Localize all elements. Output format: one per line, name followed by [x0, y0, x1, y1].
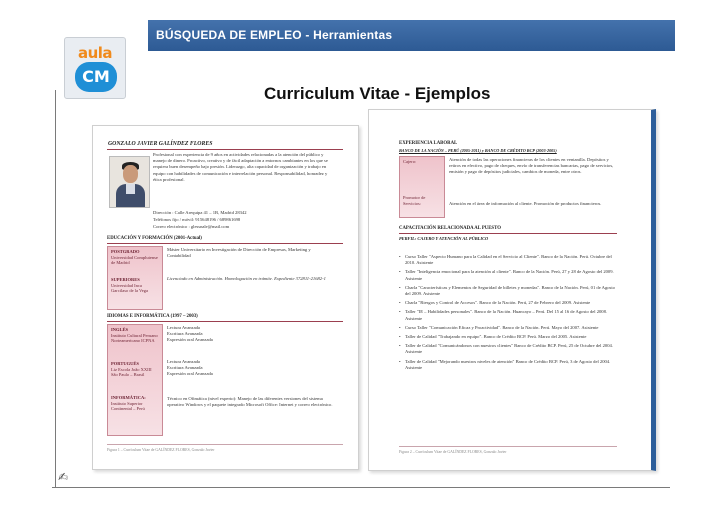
education-item-label: POSTGRADO: [111, 249, 140, 254]
left-divider-line: [55, 90, 56, 487]
section-header-title: BÚSQUEDA DE EMPLEO - Herramientas: [156, 28, 393, 42]
education-item-label: SUPERIORES: [111, 277, 140, 282]
training-course-list: [399, 254, 619, 374]
role-description: Atención de todas las operaciones financieras de los clientes en ventanilla. Depósitos y retiros en efectivo, pago de cheques, envío de transferencias bancarias, pago de servicios, emisión y pago de depósitos judiciales, cambios de moneda, entre otros.: [449, 157, 614, 175]
cv-page-1: [92, 125, 359, 470]
aula-cm-logo: [64, 37, 126, 99]
experience-heading: EXPERIENCIA LABORAL: [399, 141, 458, 146]
experience-employers: BANCO DE LA NACIÓN – PERÚ (2005-2011) y BANCO DE CRÉDITO BCP (2003-2005): [399, 148, 557, 153]
list-item: • Charla "Riesgos y Control de Accesos". Banco de la Nación. Perú, 27 de Febrero del 2009. Asistente: [399, 300, 619, 306]
language-item-label: INGLÉS: [111, 327, 129, 332]
section-header-bar: [148, 20, 675, 51]
languages-rule: [107, 321, 343, 322]
list-item: • Taller de Calidad "Comunicándonos con nuestros clientes" Banco de Crédito BCP. Perú, 25 de Octubre del 2004. Asistente: [399, 343, 619, 355]
list-item: • Charla "Características y Elementos de Seguridad de billetes y monedas". Banco de la Nación. Perú, 01 de Agosto del 2009. Asistente: [399, 285, 619, 297]
list-item: • Taller de Calidad "Trabajando en equipo". Banco de Crédito BCP. Perú. Marzo del 2005. Asistente: [399, 334, 619, 340]
footer-rule: [399, 446, 617, 447]
name-rule: [107, 149, 343, 150]
slide-title: Curriculum Vitae - Ejemplos: [264, 84, 491, 103]
language-levels: Lectura Avanzada Escritura Avanzada Expresión oral Avanzada: [167, 359, 213, 377]
logo-badge-cm: [75, 62, 117, 92]
roles-label-box: [399, 156, 445, 218]
education-rule: [107, 243, 343, 244]
list-item: • Taller "Inteligencia emocional para la atención al cliente". Banco de la Nación. Perú, 27 y 28 de Agosto del 2009. Asistente: [399, 269, 619, 281]
list-item: • Curso Taller "Aspecto Humano para la Calidad en el Servicio al Cliente". Banco de la Nación. Perú. Octubre del 2010. Asistente: [399, 254, 619, 266]
education-item: [108, 275, 162, 296]
cv-email: Correo electrónico : glessnale@mail.com: [153, 224, 230, 229]
language-item-label: INFORMÁTICA:: [111, 395, 146, 400]
language-item-org: Instituto Cultural Peruano Norteamericano ICPNA: [111, 332, 158, 343]
education-item: [108, 247, 162, 275]
language-item: [108, 325, 162, 359]
list-item: • Taller "IE – Habilidades personales". Banco de la Nación. Huancayo – Perú. Del 15 al 16 de Agosto del 2008. Asistente: [399, 309, 619, 321]
list-item: • Curso Taller "Comunicación Eficaz y Proactividad". Banco de la Nación. Perú. Mayo del 2007. Asistente: [399, 325, 619, 331]
candidate-photo: [109, 156, 150, 208]
cv-page-2: [368, 109, 656, 471]
languages-heading: IDIOMAS E INFORMÁTICA (1997 – 2003): [107, 314, 198, 319]
training-heading: CAPACITACIÓN RELACIONADA AL PUESTO: [399, 226, 501, 231]
language-item-label: PORTUGUÉS: [111, 361, 139, 366]
cv-profile-text: Profesional con experiencia de 9 años en actividades relacionadas a la atención del público y manejo de dinero. Proactivo, creativo y de fácil adaptación a entornos cambiantes en los que se requiera buen desempeño bajo presión. Liderazgo, alta capacidad de organización y trabajo en equipo con habilidades de comunicación e interrelación personal. Responsabilidad, honradez y ética profesional.: [153, 152, 328, 182]
figure-caption-1: Figura 1 – Currículum Vitae de GALÍNDEZ FLORES, Gonzalo Javier: [107, 448, 215, 452]
list-item: • Taller de Calidad "Mejorando nuestros niveles de atención" Banco de Crédito BCP. Perú, 3 de Agosto del 2004. Asistente: [399, 359, 619, 371]
bottom-divider-line: [52, 487, 670, 488]
language-item: [108, 393, 162, 414]
role-description: Atención en el área de información al cliente. Promoción de productos financieros.: [449, 201, 602, 206]
logo-text-aula: aula: [77, 44, 113, 62]
language-item-org: Instituto Superior Continental – Perú: [111, 400, 145, 411]
training-profile: PERFIL: CAJERO Y ATENCIÓN AL PÚBLICO: [399, 236, 489, 241]
language-item-org: Liz Escola João XXIII São Paulo – Brasil: [111, 366, 152, 377]
training-rule: [399, 233, 617, 234]
figure-caption-2: Figura 2 – Currículum Vitae de GALÍNDEZ FLORES, Gonzalo Javier: [399, 450, 507, 454]
logo-text-cm: CM: [82, 67, 110, 86]
education-heading: EDUCACIÓN Y FORMACIÓN (2001-Actual): [107, 236, 202, 241]
languages-label-box: [107, 324, 163, 436]
slide-corner-icon: ✍︎: [58, 470, 69, 484]
education-label-box: [107, 246, 163, 310]
education-item-detail: Licenciado en Administración. Homologación en trámite. Expediente 372811-21682-1: [167, 276, 326, 281]
role-title: Cajero:: [403, 159, 417, 164]
language-levels: Lectura Avanzada Escritura Avanzada Expresión oral Avanzada: [167, 325, 213, 343]
education-item-org: Universidad Inca Garcilaso de la Vega: [111, 282, 149, 293]
cv-candidate-name: GONZALO JAVIER GALÍNDEZ FLORES: [108, 141, 213, 147]
education-item-detail: Máster Universitario en Investigación de Dirección de Empresas, Marketing y Contabilidad: [167, 247, 311, 259]
cv-phone: Teléfonos fijo / móvil: 915648196 / 689861698: [153, 217, 241, 222]
cv-address: Dirección : Calle Arequipa 41 – 1B, Madrid 28342: [153, 210, 247, 215]
computing-skills-text: Técnico en Ofimática (nivel experto): Manejo de las diferentes versiones del sistema operativo Windows y el paquete integrado Microsoft Office: Internet y correo electrónico.: [167, 396, 333, 408]
language-item: [108, 359, 162, 393]
footer-rule: [107, 444, 343, 445]
education-item-org: Universidad Complutense de Madrid: [111, 254, 158, 265]
role-title: Promotor de Servicios:: [403, 195, 426, 206]
